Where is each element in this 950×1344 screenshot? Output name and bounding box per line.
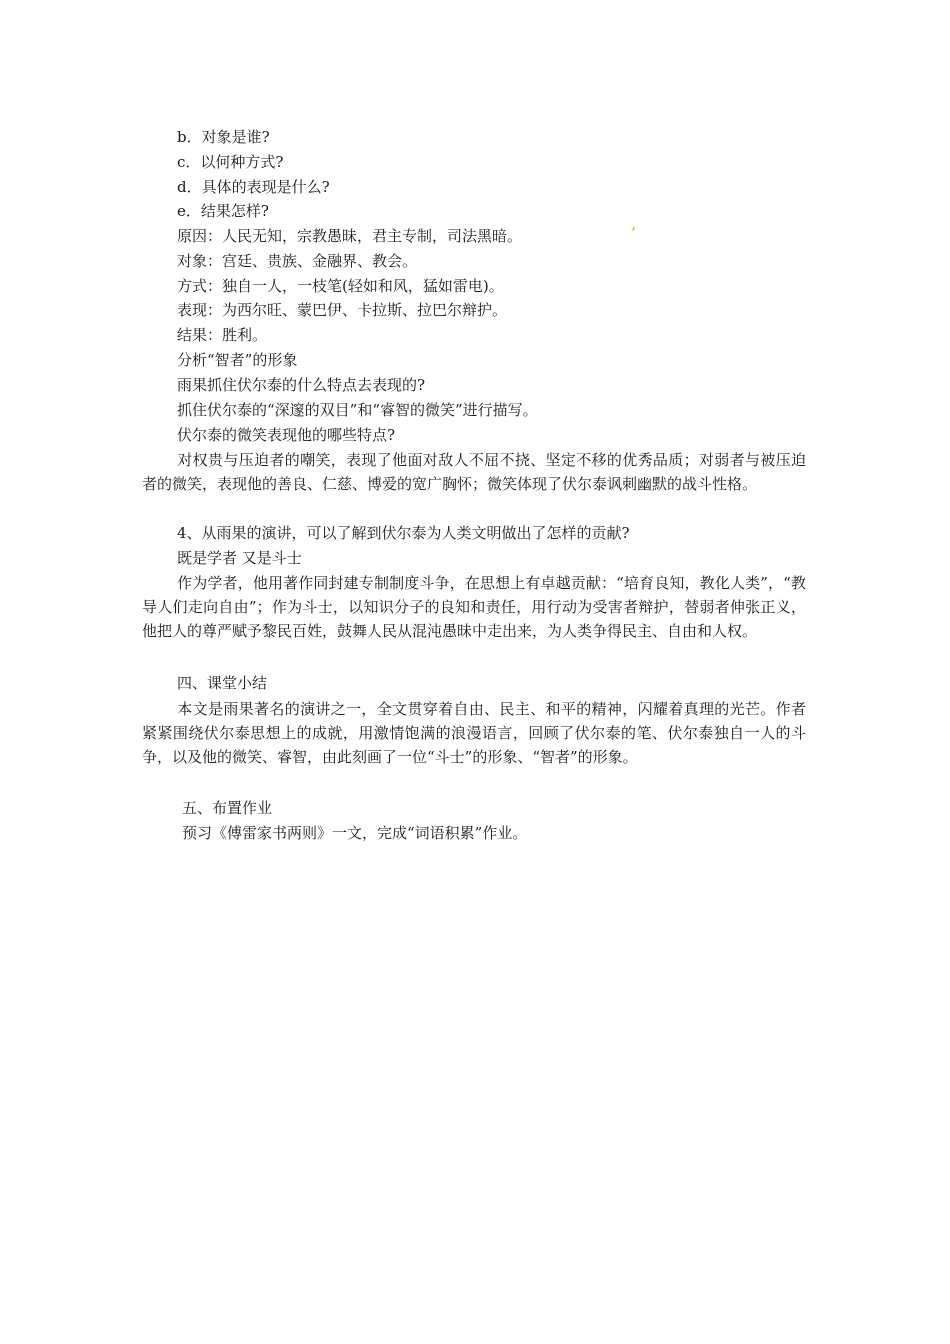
paragraph-contribution	[142, 571, 806, 643]
answer-result: 结果：胜利。	[177, 326, 268, 344]
homework-text: 预习《傅雷家书两则》一文，完成“词语积累”作业。	[182, 824, 528, 842]
question-e: e．结果怎样?	[177, 202, 269, 220]
stray-quote-mark: ‘	[631, 224, 636, 242]
answer-method: 方式：独自一人，一枝笔(轻如和风，猛如雷电)。	[177, 277, 504, 295]
answer-behavior: 表现：为西尔旺、蒙巴伊、卡拉斯、拉巴尔辩护。	[177, 301, 508, 319]
question-feature: 雨果抓住伏尔泰的什么特点去表现的?	[177, 376, 426, 394]
section-summary-heading: 四、课堂小结	[177, 674, 268, 692]
answer-target: 对象：宫廷、贵族、金融界、教会。	[177, 252, 418, 270]
section-homework-heading: 五、布置作业	[182, 799, 273, 817]
paragraph-summary-text: 本文是雨果著名的演讲之一，全文贯穿着自由、民主、和平的精神，闪耀着真理的光芒。作者紧紧围绕伏尔泰思想上的成就，用激情饱满的浪漫语言，回顾了伏尔泰的笔、伏尔泰独自一人的斗争，以及他的微笑、睿智，由此刻画了一位“斗士”的形象、“智者”的形象。	[142, 700, 806, 766]
question-contribution: 4、从雨果的演讲，可以了解到伏尔泰为人类文明做出了怎样的贡献?	[177, 524, 630, 542]
paragraph-smile-text: 对权贵与压迫者的嘲笑，表现了他面对敌人不屈不挠、坚定不移的优秀品质；对弱者与被压迫者的微笑，表现他的善良、仁慈、博爱的宽广胸怀；微笑体现了伏尔泰讽刺幽默的战斗性格。	[142, 451, 806, 493]
question-smile: 伏尔泰的微笑表现他的哪些特点?	[177, 426, 396, 444]
scholar-fighter-heading: 既是学者 又是斗士	[177, 549, 302, 567]
question-c: c．以何种方式?	[177, 153, 284, 171]
analysis-heading: 分析“智者”的形象	[177, 351, 298, 369]
paragraph-smile	[142, 448, 806, 496]
paragraph-summary	[142, 697, 806, 769]
question-b: b．对象是谁?	[177, 128, 270, 146]
paragraph-contribution-text: 作为学者，他用著作同封建专制制度斗争，在思想上有卓越贡献：“培育良知，教化人类”，“教导人们走向自由”；作为斗士，以知识分子的良知和责任，用行动为受害者辩护，替弱者伸张正义，他把人的尊严赋予黎民百姓，鼓舞人民从混沌愚昧中走出来，为人类争得民主、自由和人权。	[142, 574, 806, 640]
question-d: d．具体的表现是什么?	[177, 178, 330, 196]
answer-feature: 抓住伏尔泰的“深邃的双目”和“睿智的微笑”进行描写。	[177, 401, 538, 419]
answer-reason: 原因：人民无知，宗教愚昧，君主专制，司法黑暗。	[177, 227, 523, 245]
